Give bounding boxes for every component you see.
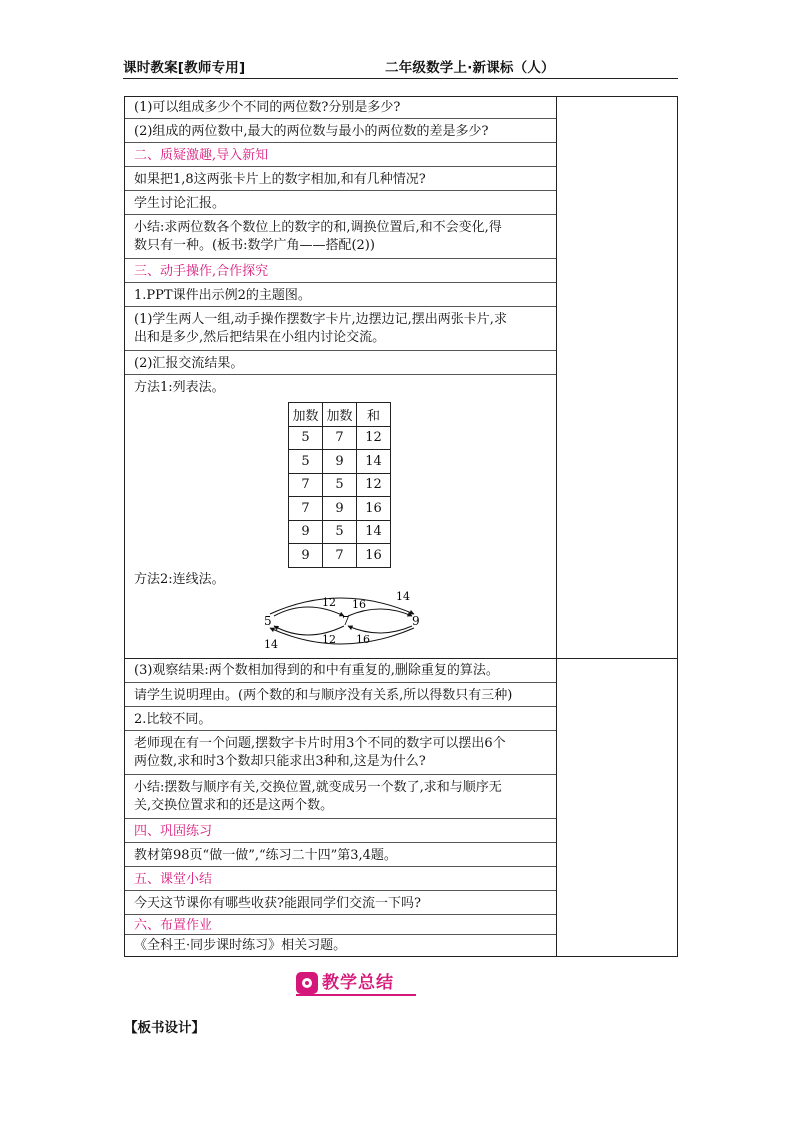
table-row xyxy=(289,426,391,450)
question-1: (1)可以组成多少个不同的两位数?分别是多少? xyxy=(125,97,556,119)
step-1: 1.PPT课件出示例2的主题图。 xyxy=(125,283,556,307)
teacher-question xyxy=(125,731,556,775)
label-top-16: 16 xyxy=(352,598,366,611)
label-top-14: 14 xyxy=(396,590,410,603)
summary-2 xyxy=(125,775,556,819)
table-cell: 9 xyxy=(289,520,323,544)
lesson-table-part1 xyxy=(124,96,678,659)
explain-reason: 请学生说明理由。(两个数的和与顺序没有关系,所以得数只有三种) xyxy=(125,683,556,707)
summary-2-line-2: 关,交换位置求和的还是这两个数。 xyxy=(134,798,334,813)
paragraph-discuss: 学生讨论汇报。 xyxy=(125,191,556,215)
table-row xyxy=(289,450,391,474)
step-1-2: (2)汇报交流结果。 xyxy=(125,351,556,375)
table-header-cell: 加数 xyxy=(289,403,323,427)
table-cell: 7 xyxy=(289,473,323,497)
table-cell: 14 xyxy=(357,450,391,474)
arc-9-7-bottom xyxy=(348,626,412,633)
method-1-label: 方法1:列表法。 xyxy=(134,380,225,395)
table-header-cell: 和 xyxy=(357,403,391,427)
lesson-table-part2 xyxy=(124,658,678,957)
summary-1-line-1: 小结:求两位数各个数位上的数字的和,调换位置后,和不会变化,得 xyxy=(134,220,502,235)
table-cell: 5 xyxy=(323,520,357,544)
table-cell: 7 xyxy=(323,426,357,450)
label-top-12: 12 xyxy=(322,596,336,609)
table-cell: 14 xyxy=(357,520,391,544)
summary-1 xyxy=(125,215,556,259)
step-2: 2.比较不同。 xyxy=(125,707,556,731)
column-separator xyxy=(556,97,557,658)
section-5-heading: 五、课堂小结 xyxy=(125,867,556,891)
node-9: 9 xyxy=(412,614,420,628)
table-row xyxy=(289,497,391,521)
label-bottom-14: 14 xyxy=(264,638,278,651)
question-2: (2)组成的两位数中,最大的两位数与最小的两位数的差是多少? xyxy=(125,119,556,143)
table-cell: 9 xyxy=(323,450,357,474)
section-6-heading: 六、布置作业 xyxy=(125,915,556,935)
arc-5-9-top xyxy=(270,598,414,614)
sum-table xyxy=(288,402,391,568)
table-cell: 12 xyxy=(357,473,391,497)
observe-result: (3)观察结果:两个数相加得到的和中有重复的,删除重复的算法。 xyxy=(125,659,556,683)
node-5: 5 xyxy=(264,614,272,628)
table-header-row xyxy=(289,403,391,427)
arc-9-5-bottom xyxy=(270,628,414,644)
table-cell: 16 xyxy=(357,544,391,568)
exercise-text: 教材第98页“做一做”,“练习二十四”第3,4题。 xyxy=(125,843,556,867)
section-2-heading: 二、质疑激趣,导入新知 xyxy=(125,143,556,167)
table-cell: 16 xyxy=(357,497,391,521)
label-bottom-12: 12 xyxy=(322,633,336,646)
label-bottom-16: 16 xyxy=(356,633,370,646)
teacher-question-line-2: 两位数,求和时3个数却只能求出3种和,这是为什么? xyxy=(134,754,426,769)
section-4-heading: 四、巩固练习 xyxy=(125,819,556,843)
board-design-label: 【板书设计】 xyxy=(124,1020,205,1036)
reflection-text: 今天这节课你有哪些收获?能跟同学们交流一下吗? xyxy=(125,891,556,915)
step-1-1-line-2: 出和是多少,然后把结果在小组内讨论交流。 xyxy=(134,330,386,345)
column-separator xyxy=(556,659,557,956)
connection-diagram xyxy=(262,588,432,654)
table-cell: 7 xyxy=(323,544,357,568)
method-2-label: 方法2:连线法。 xyxy=(134,572,225,587)
table-row xyxy=(289,520,391,544)
table-cell: 9 xyxy=(289,544,323,568)
flower-icon xyxy=(296,972,318,994)
teaching-summary-badge xyxy=(296,972,416,994)
table-cell: 7 xyxy=(289,497,323,521)
homework-text: 《全科王·同步课时练习》相关习题。 xyxy=(134,938,347,953)
summary-1-line-2: 数只有一种。(板书:数学广角——搭配(2)) xyxy=(134,238,375,253)
table-header-cell: 加数 xyxy=(323,403,357,427)
paragraph-add-cards: 如果把1,8这两张卡片上的数字相加,和有几种情况? xyxy=(125,167,556,191)
table-cell: 12 xyxy=(357,426,391,450)
node-7: 7 xyxy=(342,614,350,628)
table-cell: 9 xyxy=(323,497,357,521)
step-1-1-line-1: (1)学生两人一组,动手操作摆数字卡片,边摆边记,摆出两张卡片,求 xyxy=(134,312,507,327)
table-cell: 5 xyxy=(323,473,357,497)
summary-2-line-1: 小结:摆数与顺序有关,交换位置,就变成另一个数了,求和与顺序无 xyxy=(134,780,502,795)
teaching-summary-title: 教学总结 xyxy=(322,973,394,993)
section-3-heading: 三、动手操作,合作探究 xyxy=(125,259,556,283)
header-right: 二年级数学上·新课标（人） xyxy=(385,60,555,76)
table-cell: 5 xyxy=(289,450,323,474)
header-left: 课时教案[教师专用] xyxy=(123,60,246,76)
table-cell: 5 xyxy=(289,426,323,450)
badge-underline xyxy=(296,994,416,996)
table-row xyxy=(289,473,391,497)
table-row xyxy=(289,544,391,568)
step-1-1 xyxy=(125,307,556,351)
header-rule xyxy=(123,78,678,79)
teacher-question-line-1: 老师现在有一个问题,摆数字卡片时用3个不同的数字可以摆出6个 xyxy=(134,736,506,751)
